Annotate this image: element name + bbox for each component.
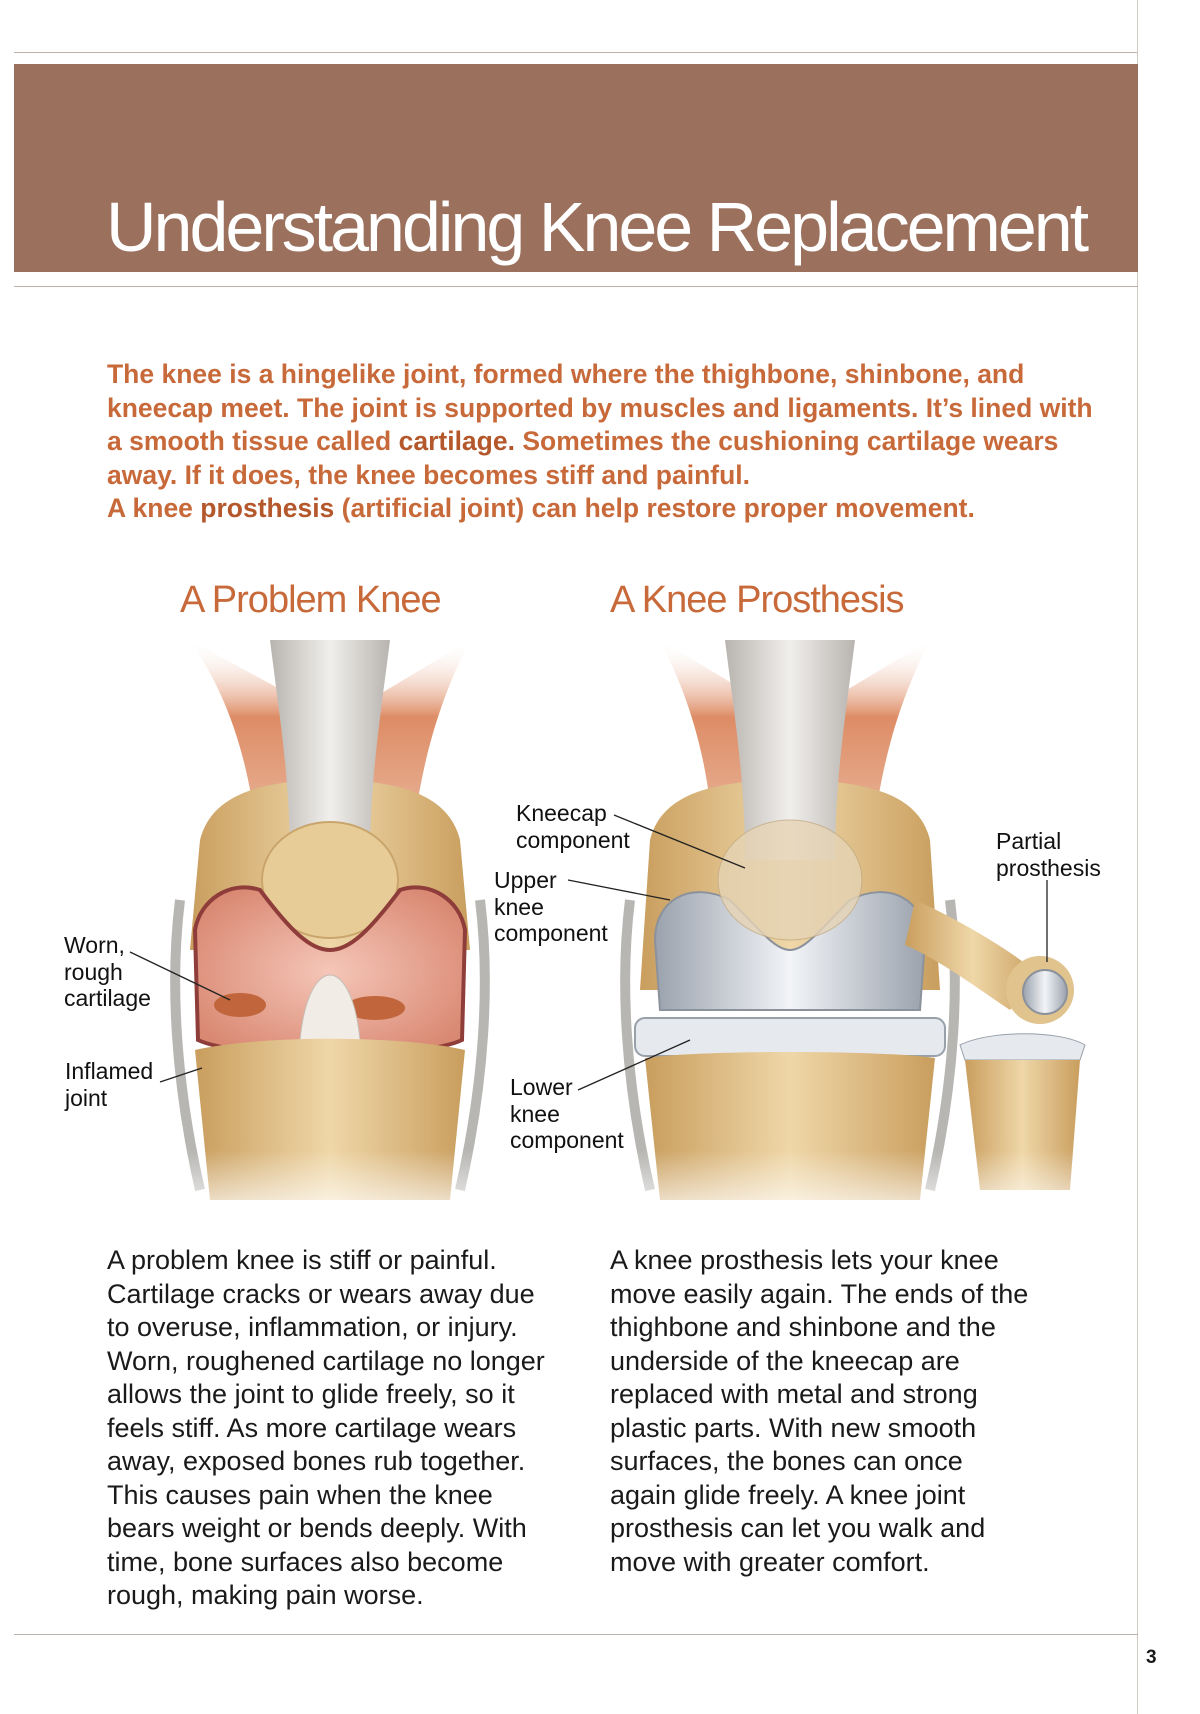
page-title: Understanding Knee Replacement: [106, 188, 1087, 266]
term-prosthesis: prosthesis: [200, 493, 335, 523]
knee-prosthesis-heading: A Knee Prosthesis: [610, 579, 904, 621]
intro-text-4: (artificial joint) can help restore proper movement.: [334, 493, 975, 523]
term-cartilage: cartilage.: [398, 426, 515, 456]
top-rule: [14, 52, 1138, 53]
title-banner: [14, 64, 1138, 272]
problem-knee-illustration: [130, 640, 500, 1230]
intro-text-2: Sometimes the cushioning cartilage wears away. If it does, the knee becomes stiff and painful.: [107, 426, 1059, 490]
banner-bottom-rule: [14, 286, 1138, 287]
label-lower-knee-component: Lower knee component: [510, 1074, 624, 1153]
intro-text-1: The knee is a hingelike joint, formed where the thighbone, shinbone, and kneecap meet. The joint is supported by muscles and ligaments. It’s lined with a smooth tissue called: [107, 359, 1093, 456]
footer-rule: [14, 1634, 1138, 1635]
label-upper-knee-component: Upper knee component: [494, 867, 608, 946]
label-partial-prosthesis: Partial prosthesis: [996, 828, 1101, 881]
intro-paragraph: [107, 358, 1107, 526]
label-kneecap-component: Kneecap component: [516, 800, 630, 853]
prosthesis-description: A knee prosthesis lets your knee move easily again. The ends of the thighbone and shinbone and the underside of the kneecap are replaced with metal and strong plastic parts. With new smooth surfaces, the bones can once again glide freely. A knee joint prosthesis can let you walk and move with greater comfort.: [610, 1245, 1029, 1577]
problem-knee-description: A problem knee is stiff or painful. Cartilage cracks or wears away due to overuse, inflammation, or injury. Worn, roughened cartilage no longer allows the joint to glide freely, so it feels stiff. As more cartilage wears away, exposed bones rub together. This causes pain when the knee bears weight or bends deeply. With time, bone surfaces also become rough, making pain worse.: [107, 1245, 545, 1610]
intro-text-3: A knee: [107, 493, 201, 523]
page-number: 3: [1146, 1647, 1157, 1668]
problem-knee-heading: A Problem Knee: [180, 579, 441, 621]
label-worn-cartilage: Worn, rough cartilage: [64, 932, 151, 1011]
label-inflamed-joint: Inflamed joint: [65, 1058, 154, 1111]
